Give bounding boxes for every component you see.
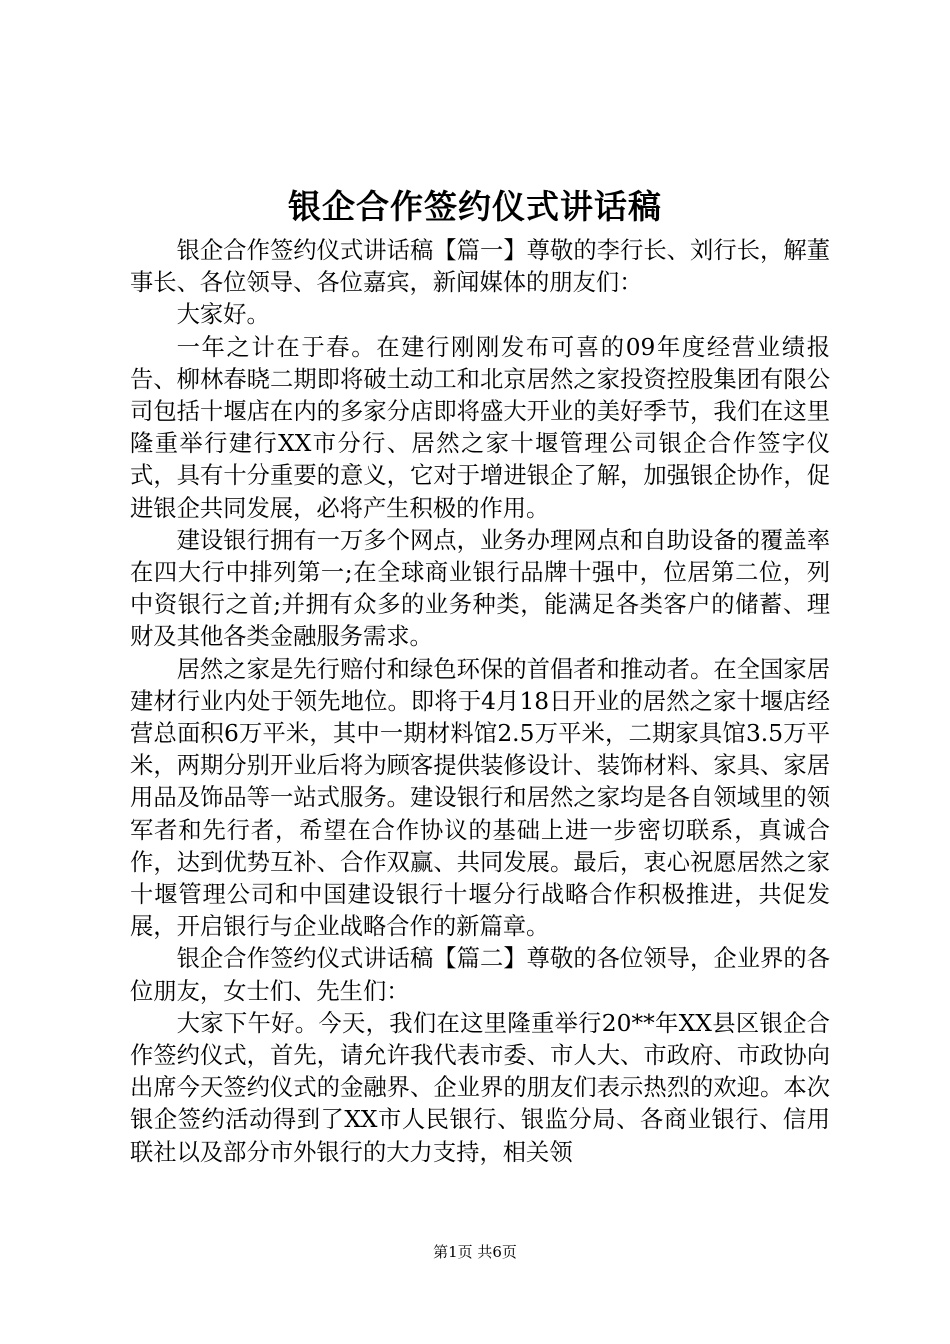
paragraph: 居然之家是先行赔付和绿色环保的首倡者和推动者。在全国家居建材行业内处于领先地位。即将于4月18日开业的居然之家十堰店经营总面积6万平米，其中一期材料馆2.5万平米，二期家具馆3.5万平米，两期分别开业后将为顾客提供装修设计、装饰材料、家具、家居用品及饰品等一站式服务。建设银行和居然之家均是各自领域里的领军者和先行者，希望在合作协议的基础上进一步密切联系，真诚合作，达到优势互补、合作双赢、共同发展。最后，衷心祝愿居然之家十堰管理公司和中国建设银行十堰分行战略合作积极推进，共促发展，开启银行与企业战略合作的新篇章。	[130, 655, 830, 941]
document-body	[130, 235, 830, 1169]
paragraph: 大家好。	[176, 301, 270, 329]
document-title: 银企合作签约仪式讲话稿	[288, 187, 662, 226]
paragraph: 银企合作签约仪式讲话稿【篇二】尊敬的各位领导，企业界的各位朋友，女士们、先生们：	[130, 945, 830, 1005]
page-number-footer: 第1页 共6页	[433, 1243, 517, 1261]
paragraph: 建设银行拥有一万多个网点，业务办理网点和自助设备的覆盖率在四大行中排列第一;在全球商业银行品牌十强中，位居第二位，列中资银行之首;并拥有众多的业务种类，能满足各类客户的储蓄、理财及其他各类金融服务需求。	[130, 526, 830, 651]
paragraph: 银企合作签约仪式讲话稿【篇一】尊敬的李行长、刘行长，解董事长、各位领导、各位嘉宾，新闻媒体的朋友们：	[130, 237, 830, 297]
paragraph: 一年之计在于春。在建行刚刚发布可喜的09年度经营业绩报告、柳林春晓二期即将破土动工和北京居然之家投资控股集团有限公司包括十堰店在内的多家分店即将盛大开业的美好季节，我们在这里隆重举行建行XX市分行、居然之家十堰管理公司银企合作签字仪式，具有十分重要的意义，它对于增进银企了解，加强银企协作，促进银企共同发展，必将产生积极的作用。	[130, 333, 830, 522]
paragraph: 大家下午好。今天，我们在这里隆重举行20**年XX县区银企合作签约仪式，首先，请允许我代表市委、市人大、市政府、市政协向出席今天签约仪式的金融界、企业界的朋友们表示热烈的欢迎。本次银企签约活动得到了XX市人民银行、银监分局、各商业银行、信用联社以及部分市外银行的大力支持，相关领	[130, 1009, 830, 1166]
